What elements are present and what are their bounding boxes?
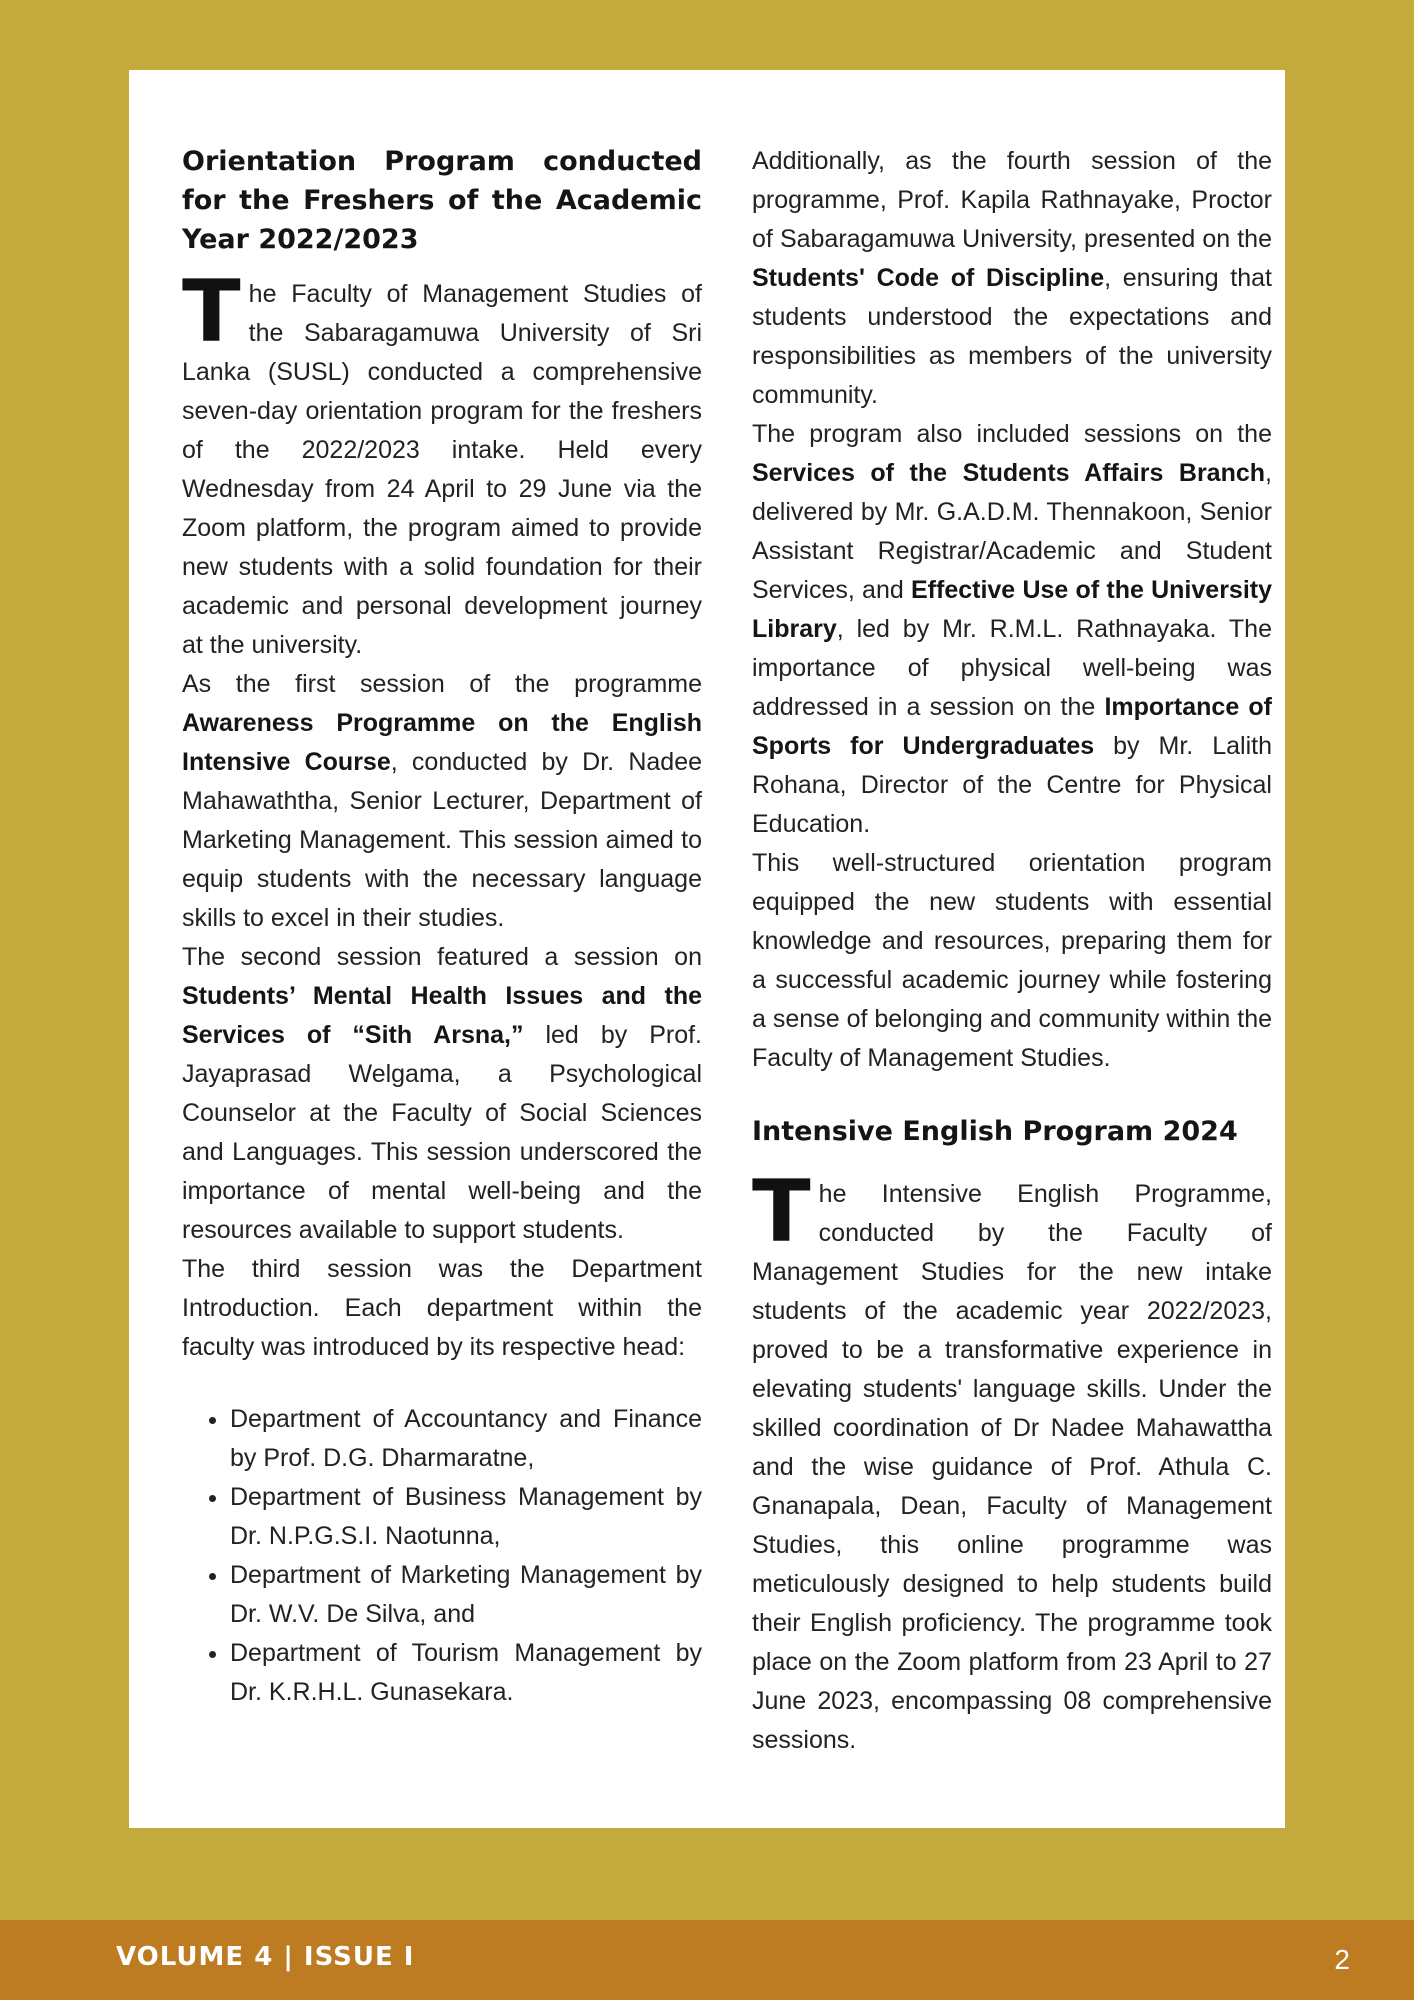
students-affairs-title: Services of the Students Affairs Branch <box>752 459 1266 487</box>
other-sessions-text: , delivered by Mr. G.A.D.M. Thennakoon, Senior Assistant Registrar/Academic and Student Services, and <box>752 459 1272 604</box>
drop-cap: T <box>182 262 241 362</box>
page-number: 2 <box>1334 1944 1350 1975</box>
page-sheet <box>129 70 1285 1828</box>
article-title-english-program: Intensive English Program 2024 <box>752 1116 1238 1147</box>
session-four-detail: , ensuring that students understood the expectations and responsibilities as members of the university community. <box>752 264 1273 409</box>
left-column <box>182 142 702 1712</box>
sports-title: Importance of Sports for Undergraduates <box>752 693 1272 760</box>
library-title: Effective Use of the University Library <box>752 576 1272 643</box>
session-one-title: Awareness Programme on the English Intensive Course <box>182 709 702 776</box>
drop-cap: T <box>752 1162 811 1262</box>
session-two-paragraph <box>182 938 702 1250</box>
other-sessions-paragraph <box>752 415 1272 844</box>
volume-issue-label: VOLUME 4 | ISSUE I <box>116 1942 415 1972</box>
session-one-text: As the first session of the programme <box>182 670 702 698</box>
session-four-text: Additionally, as the fourth session of the programme, Prof. Kapila Rathnayake, Proctor of Sabaragamuwa University, presented on the <box>752 147 1272 253</box>
session-two-text: The second session featured a session on <box>182 943 702 971</box>
intro-text: he Faculty of Management Studies of the Sabaragamuwa University of Sri Lanka (SUSL) conducted a comprehensive seven-day orientation program for the freshers of the 2022/2023 intake. Held every Wednesday from 24 April to 29 June via the Zoom platform, the program aimed to provide new students with a solid foundation for their academic and personal development journey at the university. <box>182 280 702 659</box>
right-column <box>752 142 1272 1760</box>
other-sessions-text: by Mr. Lalith Rohana, Director of the Centre for Physical Education. <box>752 732 1272 838</box>
other-sessions-text: The program also included sessions on the <box>752 420 1272 448</box>
session-four-title: Students' Code of Discipline <box>752 264 1105 292</box>
department-list-item: • Department of Accountancy and Finance by Prof. D.G. Dharmaratne, <box>230 1400 702 1478</box>
english-program-text: he Intensive English Programme, conducted by the Faculty of Management Studies for the new intake students of the academic year 2022/2023, proved to be a transformative experience in elevating students' language skills. Under the skilled coordination of Dr Nadee Mahawattha and the wise guidance of Prof. Athula C. Gnanapala, Dean, Faculty of Management Studies, this online programme was meticulously designed to help students build their English proficiency. The programme took place on the Zoom platform from 23 April to 27 June 2023, encompassing 08 comprehensive sessions. <box>752 1180 1272 1754</box>
conclusion-paragraph: This well-structured orientation program equipped the new students with essential knowledge and resources, preparing them for a successful academic journey while fostering a sense of belonging and community within the Faculty of Management Studies. <box>752 849 1272 1072</box>
footer-bar <box>0 1920 1414 2000</box>
session-two-title: Students’ Mental Health Issues and the Services of “Sith Arsna,” <box>182 982 702 1049</box>
department-list <box>182 1400 702 1712</box>
department-list-item: • Department of Tourism Management by Dr. K.R.H.L. Gunasekara. <box>230 1634 702 1712</box>
other-sessions-text: , led by Mr. R.M.L. Rathnayaka. The importance of physical well-being was addressed in a session on the <box>752 615 1272 721</box>
article-title-orientation: Orientation Program conducted for the Freshers of the Academic Year 2022/2023 <box>182 146 702 255</box>
english-program-paragraph <box>752 1162 1272 1760</box>
session-one-paragraph <box>182 665 702 938</box>
session-four-paragraph <box>752 142 1272 415</box>
session-three-paragraph: The third session was the Department Introduction. Each department within the faculty was introduced by its respective head: <box>182 1255 702 1361</box>
department-list-item: • Department of Business Management by Dr. N.P.G.S.I. Naotunna, <box>230 1478 702 1556</box>
session-two-detail: led by Prof. Jayaprasad Welgama, a Psychological Counselor at the Faculty of Social Sciences and Languages. This session underscored the importance of mental well-being and the resources available to support students. <box>182 1021 702 1244</box>
session-one-detail: , conducted by Dr. Nadee Mahawaththa, Senior Lecturer, Department of Marketing Management. This session aimed to equip students with the necessary language skills to excel in their studies. <box>182 748 703 932</box>
intro-paragraph <box>182 262 702 665</box>
department-list-item: • Department of Marketing Management by Dr. W.V. De Silva, and <box>230 1556 702 1634</box>
